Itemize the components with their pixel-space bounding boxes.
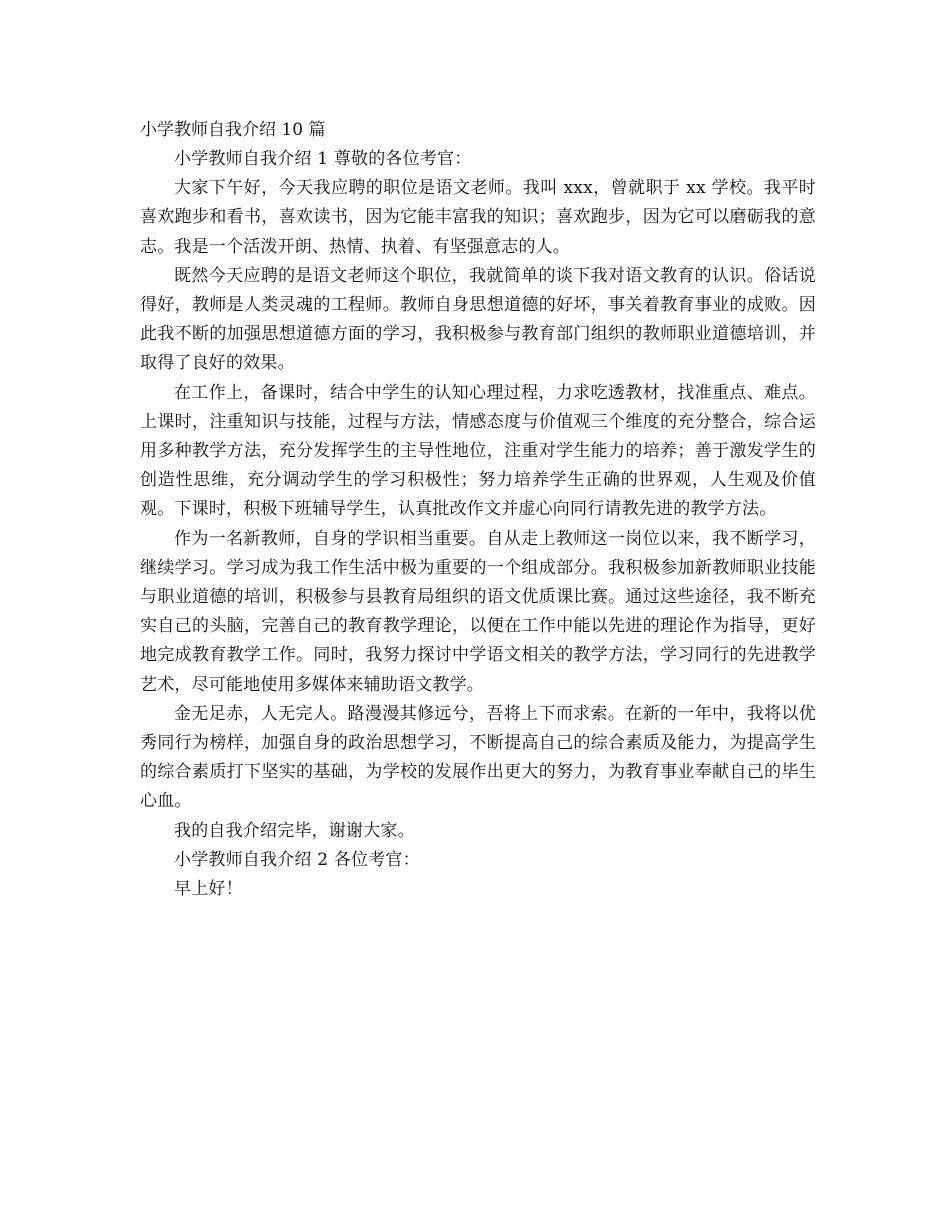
paragraph-morning-greeting: 早上好！	[174, 879, 243, 900]
paragraph-intro-1-heading: 小学教师自我介绍 1 尊敬的各位考官：	[174, 149, 472, 169]
paragraph-education-view: 既然今天应聘的是语文老师这个职位，我就简单的谈下我对语文教育的认识。俗话说得好，教师是人类灵魂的工程师。教师自身思想道德的好坏，事关着教育事业的成败。因此我不断的加强思想道德方面的学习，我积极参与教育部门组织的教师职业道德培训，并取得了良好的效果。	[140, 265, 816, 374]
paragraph-intro-2-heading: 小学教师自我介绍 2 各位考官：	[174, 849, 420, 870]
paragraph-new-teacher: 作为一名新教师，自身的学识相当重要。自从走上教师这一岗位以来，我不断学习，继续学习。学习成为我工作生活中极为重要的一个组成部分。我积极参加新教师职业技能与职业道德的培训，积极参与县教育局组织的语文优质课比赛。通过这些途径，我不断充实自己的头脑，完善自己的教育教学理论，以便在工作中能以先进的理论作为指导，更好地完成教育教学工作。同时，我努力探讨中学语文相关的教学方法，学习同行的先进教学艺术，尽可能地使用多媒体来辅助语文教学。	[140, 528, 816, 695]
paragraph-resolution: 金无足赤，人无完人。路漫漫其修远兮，吾将上下而求索。在新的一年中，我将以优秀同行为榜样，加强自身的政治思想学习，不断提高自己的综合素质及能力，为提高学生的综合素质打下坚实的基础，为学校的发展作出更大的努力，为教育事业奉献自己的毕生心血。	[140, 703, 816, 812]
paragraph-closing: 我的自我介绍完毕，谢谢大家。	[174, 820, 415, 841]
document-page	[140, 116, 816, 904]
paragraph-greeting: 大家下午好，今天我应聘的职位是语文老师。我叫 xxx，曾就职于 xx 学校。我平时喜欢跑步和看书，喜欢读书，因为它能丰富我的知识；喜欢跑步，因为它可以磨砺我的意志。我是一个活泼开朗、热情、执着、有坚强意志的人。	[140, 178, 816, 257]
document-title: 小学教师自我介绍 10 篇	[140, 120, 326, 140]
paragraph-teaching-work: 在工作上，备课时，结合中学生的认知心理过程，力求吃透教材，找准重点、难点。上课时，注重知识与技能，过程与方法，情感态度与价值观三个维度的充分整合，综合运用多种教学方法，充分发挥学生的主导性地位，注重对学生能力的培养；善于激发学生的创造性思维，充分调动学生的学习积极性；努力培养学生正确的世界观，人生观及价值观。下课时，积极下班辅导学生，认真批改作文并虚心向同行请教先进的教学方法。	[140, 382, 816, 520]
